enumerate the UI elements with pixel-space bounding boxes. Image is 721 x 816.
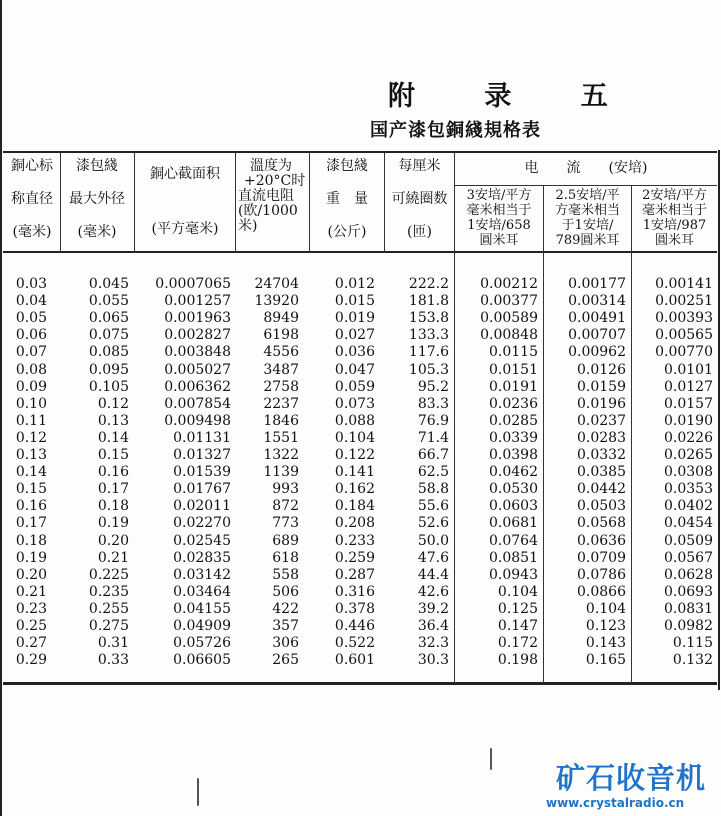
header-line: 銅心标 (11, 158, 53, 174)
table-cell: 0.088 (334, 412, 375, 429)
table-cell: 0.085 (88, 344, 129, 361)
table-cell: 0.12 (15, 429, 47, 446)
table-cell: 0.104 (334, 429, 375, 446)
table-cell: 1846 (263, 412, 299, 429)
table-cell: 0.001963 (164, 310, 231, 327)
table-cell: 50.0 (417, 532, 449, 549)
table-cell: 0.122 (334, 447, 375, 463)
table-cell: 0.0191 (489, 378, 538, 395)
table-cell: 133.3 (408, 327, 449, 344)
table-cell: 0.0007065 (155, 276, 231, 292)
header-line: 2安培/平方 (642, 188, 707, 203)
table-cell: 0.07 (15, 344, 47, 361)
table-cell: 0.005027 (164, 361, 231, 378)
table-cell: 0.104 (497, 583, 538, 600)
table-cell: 0.06 (15, 327, 47, 344)
table-cell: 36.4 (417, 618, 449, 634)
scan-mark (197, 778, 199, 806)
table-cell: 0.065 (88, 310, 129, 327)
body-divider (454, 253, 455, 683)
table-cell: 773 (272, 515, 299, 532)
table-row (3, 600, 717, 618)
table-cell: 0.0339 (489, 429, 538, 446)
header-line: 銅心截面积 (150, 166, 220, 182)
header-line: 于1安培/ (561, 218, 614, 233)
table-cell: 0.045 (88, 276, 129, 292)
table-cell: 0.0636 (577, 532, 626, 549)
table-cell: 0.0285 (489, 412, 538, 429)
table-cell: 0.09 (15, 378, 47, 395)
table-row (3, 429, 717, 447)
table-cell: 71.4 (417, 429, 449, 446)
table-cell: 0.00393 (655, 310, 713, 327)
table-cell: 618 (272, 549, 299, 566)
table-cell: 0.075 (88, 327, 129, 344)
table-cell: 117.6 (408, 344, 449, 361)
table-cell: 0.12 (97, 395, 129, 412)
table-cell: 0.04 (15, 293, 47, 310)
table-cell: 0.0265 (664, 447, 713, 463)
table-cell: 0.31 (97, 635, 129, 652)
table-cell: 0.0115 (489, 344, 538, 361)
table-cell: 39.2 (417, 600, 449, 617)
table-cell: 0.012 (334, 276, 375, 292)
table-cell: 0.0332 (577, 447, 626, 463)
table-row (3, 463, 717, 481)
table-cell: 0.17 (97, 481, 129, 498)
table-cell: 0.095 (88, 361, 129, 378)
table-cell: 0.19 (15, 549, 47, 566)
table-cell: 0.0196 (577, 395, 626, 412)
table-cell: 0.0851 (489, 549, 538, 566)
table-title: 国产漆包銅綫規格表 (370, 120, 541, 141)
table-cell: 83.3 (417, 395, 449, 412)
table-cell: 0.00491 (568, 310, 626, 327)
table-row (3, 566, 717, 584)
table-cell: 0.27 (15, 635, 47, 652)
table-cell: 0.225 (88, 566, 129, 583)
watermark-brand: 矿石收音机 (556, 761, 707, 795)
table-cell: 0.02011 (173, 498, 231, 515)
table-cell: 0.15 (97, 447, 129, 463)
table-cell: 0.20 (97, 532, 129, 549)
table-cell: 8949 (263, 310, 299, 327)
table-cell: 0.0943 (489, 566, 538, 583)
table-cell: 0.125 (497, 600, 538, 617)
table-cell: 0.105 (88, 378, 129, 395)
table-cell: 44.4 (417, 566, 449, 583)
table-cell: 0.0709 (577, 549, 626, 566)
table-row (3, 532, 717, 550)
table-cell: 0.0454 (664, 515, 713, 532)
header-line: (欧/1000 (238, 203, 298, 219)
table-cell: 0.141 (334, 464, 375, 481)
table-cell: 0.02545 (173, 532, 231, 549)
table-cell: 3487 (263, 361, 299, 378)
table-cell: 0.03464 (173, 583, 231, 600)
header-nominal-diameter (5, 159, 59, 240)
table-cell: 0.00177 (568, 276, 626, 292)
table-cell: 0.23 (15, 600, 47, 617)
table-cell: 0.259 (334, 549, 375, 566)
table-row (3, 634, 717, 652)
table-cell: 32.3 (417, 635, 449, 652)
table-cell: 0.00141 (655, 276, 713, 292)
table-cell: 558 (272, 566, 299, 583)
table-cell: 0.165 (585, 652, 626, 669)
table-cell: 30.3 (417, 652, 449, 669)
table-row (3, 361, 717, 379)
table-row (3, 275, 717, 293)
table-row (3, 378, 717, 396)
header-line: 3安培/平方 (466, 188, 532, 203)
table-cell: 0.18 (15, 532, 47, 549)
table-cell: 0.0462 (489, 464, 538, 481)
page-right-border (718, 150, 720, 690)
header-line: 方毫米相当 (554, 203, 620, 218)
table-cell: 0.015 (334, 293, 375, 310)
table-cell: 0.06605 (173, 652, 231, 669)
table-cell: 153.8 (408, 310, 449, 327)
table-cell: 0.05 (15, 310, 47, 327)
table-cell: 0.00962 (568, 344, 626, 361)
header-line: 1安培/987 (642, 218, 707, 233)
table-cell: 0.13 (97, 412, 129, 429)
table-cell: 0.0693 (664, 583, 713, 600)
table-cell: 0.275 (88, 618, 129, 634)
table-cell: 0.0190 (664, 412, 713, 429)
table-cell: 0.02835 (173, 549, 231, 566)
header-current-2a (632, 188, 717, 248)
table-cell: 0.198 (497, 652, 538, 669)
table-cell: 0.378 (334, 600, 375, 617)
table-cell: 0.00251 (655, 293, 713, 310)
table-cell: 24704 (254, 276, 299, 292)
table-cell: 0.0353 (664, 481, 713, 498)
table-cell: 0.0831 (664, 600, 713, 617)
table-cell: 66.7 (417, 447, 449, 463)
table-row (3, 549, 717, 567)
table-cell: 0.20 (15, 566, 47, 583)
table-cell: 0.006362 (164, 378, 231, 395)
table-cell: 0.601 (334, 652, 375, 669)
table-cell: 13920 (254, 293, 299, 310)
wire-spec-table (3, 151, 717, 685)
table-cell: 0.25 (15, 618, 47, 634)
header-line: 重 量 (326, 191, 368, 207)
page-left-border (0, 0, 2, 816)
header-line: (公斤) (327, 224, 367, 240)
table-cell: 0.0226 (664, 429, 713, 446)
header-line: 圓米耳 (654, 233, 694, 248)
table-cell: 0.0101 (664, 361, 713, 378)
table-cell: 0.0159 (577, 378, 626, 395)
header-line: 每厘米 (398, 158, 441, 174)
table-cell: 2237 (263, 395, 299, 412)
table-cell: 0.0237 (577, 412, 626, 429)
table-cell: 0.19 (97, 515, 129, 532)
table-cell: 0.01327 (173, 447, 231, 463)
table-cell: 0.02270 (173, 515, 231, 532)
header-line: 米) (238, 218, 258, 234)
table-cell: 0.0628 (664, 566, 713, 583)
table-cell: 0.001257 (164, 293, 231, 310)
table-cell: 0.0308 (664, 464, 713, 481)
table-cell: 0.13 (15, 447, 47, 463)
watermark-url: www.crystalradio.cn (546, 796, 685, 810)
table-row (3, 343, 717, 361)
table-cell: 0.027 (334, 327, 375, 344)
table-cell: 58.8 (417, 481, 449, 498)
table-cell: 0.0509 (664, 532, 713, 549)
table-cell: 872 (272, 498, 299, 515)
table-cell: 0.0402 (664, 498, 713, 515)
table-row (3, 617, 717, 635)
table-cell: 0.002827 (164, 327, 231, 344)
table-cell: 0.00589 (480, 310, 538, 327)
table-cell: 0.009498 (164, 412, 231, 429)
table-cell: 47.6 (417, 549, 449, 566)
table-cell: 0.255 (88, 600, 129, 617)
table-cell: 0.14 (97, 429, 129, 446)
header-cross-section (135, 167, 235, 237)
table-cell: 0.172 (497, 635, 538, 652)
table-cell: 0.147 (497, 618, 538, 634)
table-cell: 0.14 (15, 464, 47, 481)
table-cell: 0.003848 (164, 344, 231, 361)
table-cell: 0.01539 (173, 464, 231, 481)
table-cell: 0.0283 (577, 429, 626, 446)
table-cell: 0.123 (585, 618, 626, 634)
table-row (3, 514, 717, 532)
table-cell: 6198 (263, 327, 299, 344)
table-cell: 0.019 (334, 310, 375, 327)
table-cell: 0.00707 (568, 327, 626, 344)
table-row (3, 497, 717, 515)
table-cell: 1139 (263, 464, 299, 481)
table-cell: 0.007854 (164, 395, 231, 412)
table-cell: 0.316 (334, 583, 375, 600)
table-cell: 0.0398 (489, 447, 538, 463)
table-cell: 0.143 (585, 635, 626, 652)
table-cell: 0.15 (15, 481, 47, 498)
table-cell: 0.073 (334, 395, 375, 412)
table-cell: 0.18 (97, 498, 129, 515)
table-cell: 0.0568 (577, 515, 626, 532)
table-cell: 0.10 (15, 395, 47, 412)
table-row (3, 651, 717, 669)
header-line: +20°C时 (244, 173, 306, 189)
table-cell: 62.5 (417, 464, 449, 481)
table-cell: 0.21 (15, 583, 47, 600)
table-cell: 0.04909 (173, 618, 231, 634)
table-cell: 95.2 (417, 378, 449, 395)
table-row (3, 480, 717, 498)
table-cell: 0.01131 (173, 429, 231, 446)
table-cell: 0.00314 (568, 293, 626, 310)
table-cell: 0.05726 (173, 635, 231, 652)
table-cell: 0.055 (88, 293, 129, 310)
table-cell: 0.522 (334, 635, 375, 652)
table-cell: 0.33 (97, 652, 129, 669)
header-line: (匝) (407, 224, 432, 240)
header-line: 圓米耳 (479, 233, 519, 248)
table-cell: 55.6 (417, 498, 449, 515)
current-group-divider (454, 185, 717, 186)
table-cell: 0.0151 (489, 361, 538, 378)
header-weight (310, 159, 384, 240)
table-row (3, 395, 717, 413)
table-cell: 0.00565 (655, 327, 713, 344)
header-current-3a (455, 188, 543, 248)
table-cell: 0.0385 (577, 464, 626, 481)
table-row (3, 326, 717, 344)
table-cell: 0.04155 (173, 600, 231, 617)
header-line: 漆包綫 (76, 158, 118, 174)
body-divider (631, 253, 632, 683)
table-row (3, 292, 717, 310)
table-cell: 265 (272, 652, 299, 669)
table-cell: 0.0866 (577, 583, 626, 600)
body-divider (543, 253, 544, 683)
table-cell: 0.036 (334, 344, 375, 361)
table-cell: 0.115 (672, 635, 713, 652)
header-line: 最大外径 (69, 191, 125, 207)
table-cell: 105.3 (408, 361, 449, 378)
header-line: (毫米) (12, 224, 52, 240)
table-cell: 0.0126 (577, 361, 626, 378)
header-line: 毫米相当于 (641, 203, 707, 218)
table-cell: 222.2 (408, 276, 449, 292)
table-cell: 0.233 (334, 532, 375, 549)
header-turns-per-cm (385, 159, 454, 240)
header-line: 称直径 (11, 191, 53, 207)
table-cell: 76.9 (417, 412, 449, 429)
table-cell: 993 (272, 481, 299, 498)
header-max-outer-diameter (61, 159, 133, 240)
table-cell: 0.08 (15, 361, 47, 378)
table-cell: 0.287 (334, 566, 375, 583)
header-line: 1安培/658 (467, 218, 531, 233)
table-cell: 0.132 (672, 652, 713, 669)
header-line: 直流电阻 (238, 188, 294, 204)
table-cell: 52.6 (417, 515, 449, 532)
table-cell: 42.6 (417, 583, 449, 600)
table-cell: 0.104 (585, 600, 626, 617)
table-cell: 0.00212 (480, 276, 538, 292)
table-cell: 0.0764 (489, 532, 538, 549)
table-cell: 0.03142 (173, 566, 231, 583)
table-cell: 0.162 (334, 481, 375, 498)
table-cell: 1551 (263, 429, 299, 446)
table-cell: 0.11 (15, 412, 47, 429)
table-cell: 689 (272, 532, 299, 549)
table-cell: 0.0603 (489, 498, 538, 515)
table-cell: 0.0442 (577, 481, 626, 498)
header-line: (毫米) (77, 224, 117, 240)
table-cell: 506 (272, 583, 299, 600)
header-current-2-5a (544, 188, 631, 248)
appendix-title: 附 录 五 (388, 81, 638, 112)
table-cell: 0.0567 (664, 549, 713, 566)
table-cell: 0.16 (97, 464, 129, 481)
table-row (3, 309, 717, 327)
table-cell: 0.00770 (655, 344, 713, 361)
table-cell: 0.208 (334, 515, 375, 532)
table-cell: 4556 (263, 344, 299, 361)
header-line: 溫度为 (250, 158, 292, 174)
table-row (3, 446, 717, 464)
table-cell: 0.00377 (480, 293, 538, 310)
table-cell: 0.446 (334, 618, 375, 634)
table-cell: 181.8 (408, 293, 449, 310)
header-current-group: 电 流 (安培) (524, 160, 648, 176)
table-row (3, 583, 717, 601)
table-cell: 0.0503 (577, 498, 626, 515)
table-cell: 1322 (263, 447, 299, 463)
table-cell: 0.0127 (664, 378, 713, 395)
table-row (3, 412, 717, 430)
table-cell: 0.0681 (489, 515, 538, 532)
table-cell: 0.17 (15, 515, 47, 532)
table-cell: 306 (272, 635, 299, 652)
table-cell: 0.01767 (173, 481, 231, 498)
table-cell: 0.21 (97, 549, 129, 566)
table-cell: 0.00848 (480, 327, 538, 344)
table-cell: 0.047 (334, 361, 375, 378)
table-cell: 0.0982 (664, 618, 713, 634)
table-cell: 0.0157 (664, 395, 713, 412)
table-cell: 0.184 (334, 498, 375, 515)
header-line: 漆包綫 (326, 158, 368, 174)
table-cell: 0.16 (15, 498, 47, 515)
table-cell: 2758 (263, 378, 299, 395)
table-cell: 0.0530 (489, 481, 538, 498)
header-resistance (236, 159, 309, 234)
header-line: 2.5安培/平 (555, 188, 620, 203)
table-cell: 0.0236 (489, 395, 538, 412)
header-line: (平方毫米) (151, 221, 219, 237)
table-cell: 0.059 (334, 378, 375, 395)
scan-mark (490, 748, 492, 770)
table-cell: 422 (272, 600, 299, 617)
table-cell: 0.29 (15, 652, 47, 669)
header-line: 毫米相当于 (466, 203, 532, 218)
table-cell: 0.03 (15, 276, 47, 292)
table-cell: 357 (272, 618, 299, 634)
header-line: 789圓米耳 (555, 233, 620, 248)
table-cell: 0.0786 (577, 566, 626, 583)
table-header (3, 153, 717, 253)
table-cell: 0.235 (88, 583, 129, 600)
header-line: 可繞圈数 (391, 191, 448, 207)
